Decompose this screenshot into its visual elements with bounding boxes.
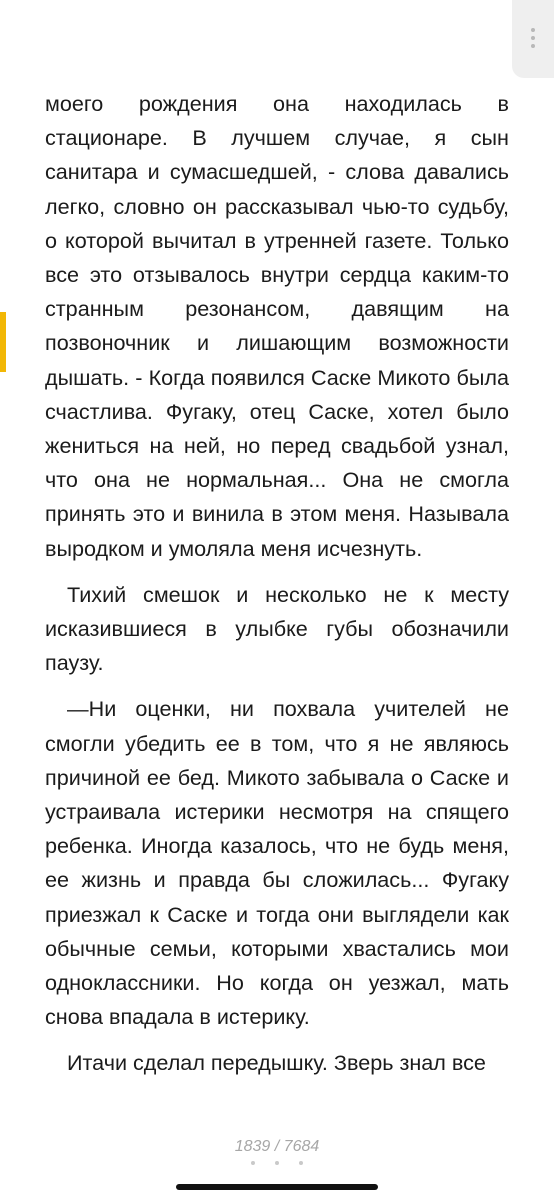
paragraph: Тихий смешок и несколько не к месту исказившиеся в улыбке губы обозначили паузу. xyxy=(45,581,509,676)
kebab-vertical-icon[interactable] xyxy=(531,28,535,52)
menu-tab[interactable] xyxy=(512,0,554,78)
reader-text xyxy=(45,87,509,1081)
bookmark-marker xyxy=(0,312,6,372)
page-counter: 1839 / 7684 xyxy=(234,1138,320,1155)
page-dot xyxy=(251,1161,255,1165)
paragraph: моего рождения она находилась в стационаре. В лучшем случае, я сын санитара и сумасшедшей, - слова давались легко, словно он рассказывал чью-то судьбу, о которой вычитал в утренней газете. Только все это отзывалось внутри сердца каким-то странным резонансом, давящим на позвоночник и лишающим возможности дышать. - Когда появился Саске Микото была счастлива. Фугаку, отец Саске, хотел было жениться на ней, но перед свадьбой узнал, что она не нормальная... Она не смогла принять это и винила в этом меня. Называла выродком и умоляла меня исчезнуть. xyxy=(45,91,509,561)
page-dots xyxy=(0,1161,554,1165)
page-dot xyxy=(275,1161,279,1165)
paragraph: —Ни оценки, ни похвала учителей не смогли убедить ее в том, что я не являюсь причиной ее бед. Микото забывала о Саске и устраивала истерики несмотря на спящего ребенка. Иногда казалось, что не будь меня, ее жизнь и правда бы сложилась... Фугаку приезжал к Саске и тогда они выглядели как обычные семьи, которыми хвастались мои одноклассники. Но когда он уезжал, мать снова впадала в истерику. xyxy=(45,696,509,1030)
paragraph: Итачи сделал передышку. Зверь знал все xyxy=(67,1050,486,1076)
page-dot xyxy=(299,1161,303,1165)
home-indicator[interactable] xyxy=(176,1184,378,1190)
